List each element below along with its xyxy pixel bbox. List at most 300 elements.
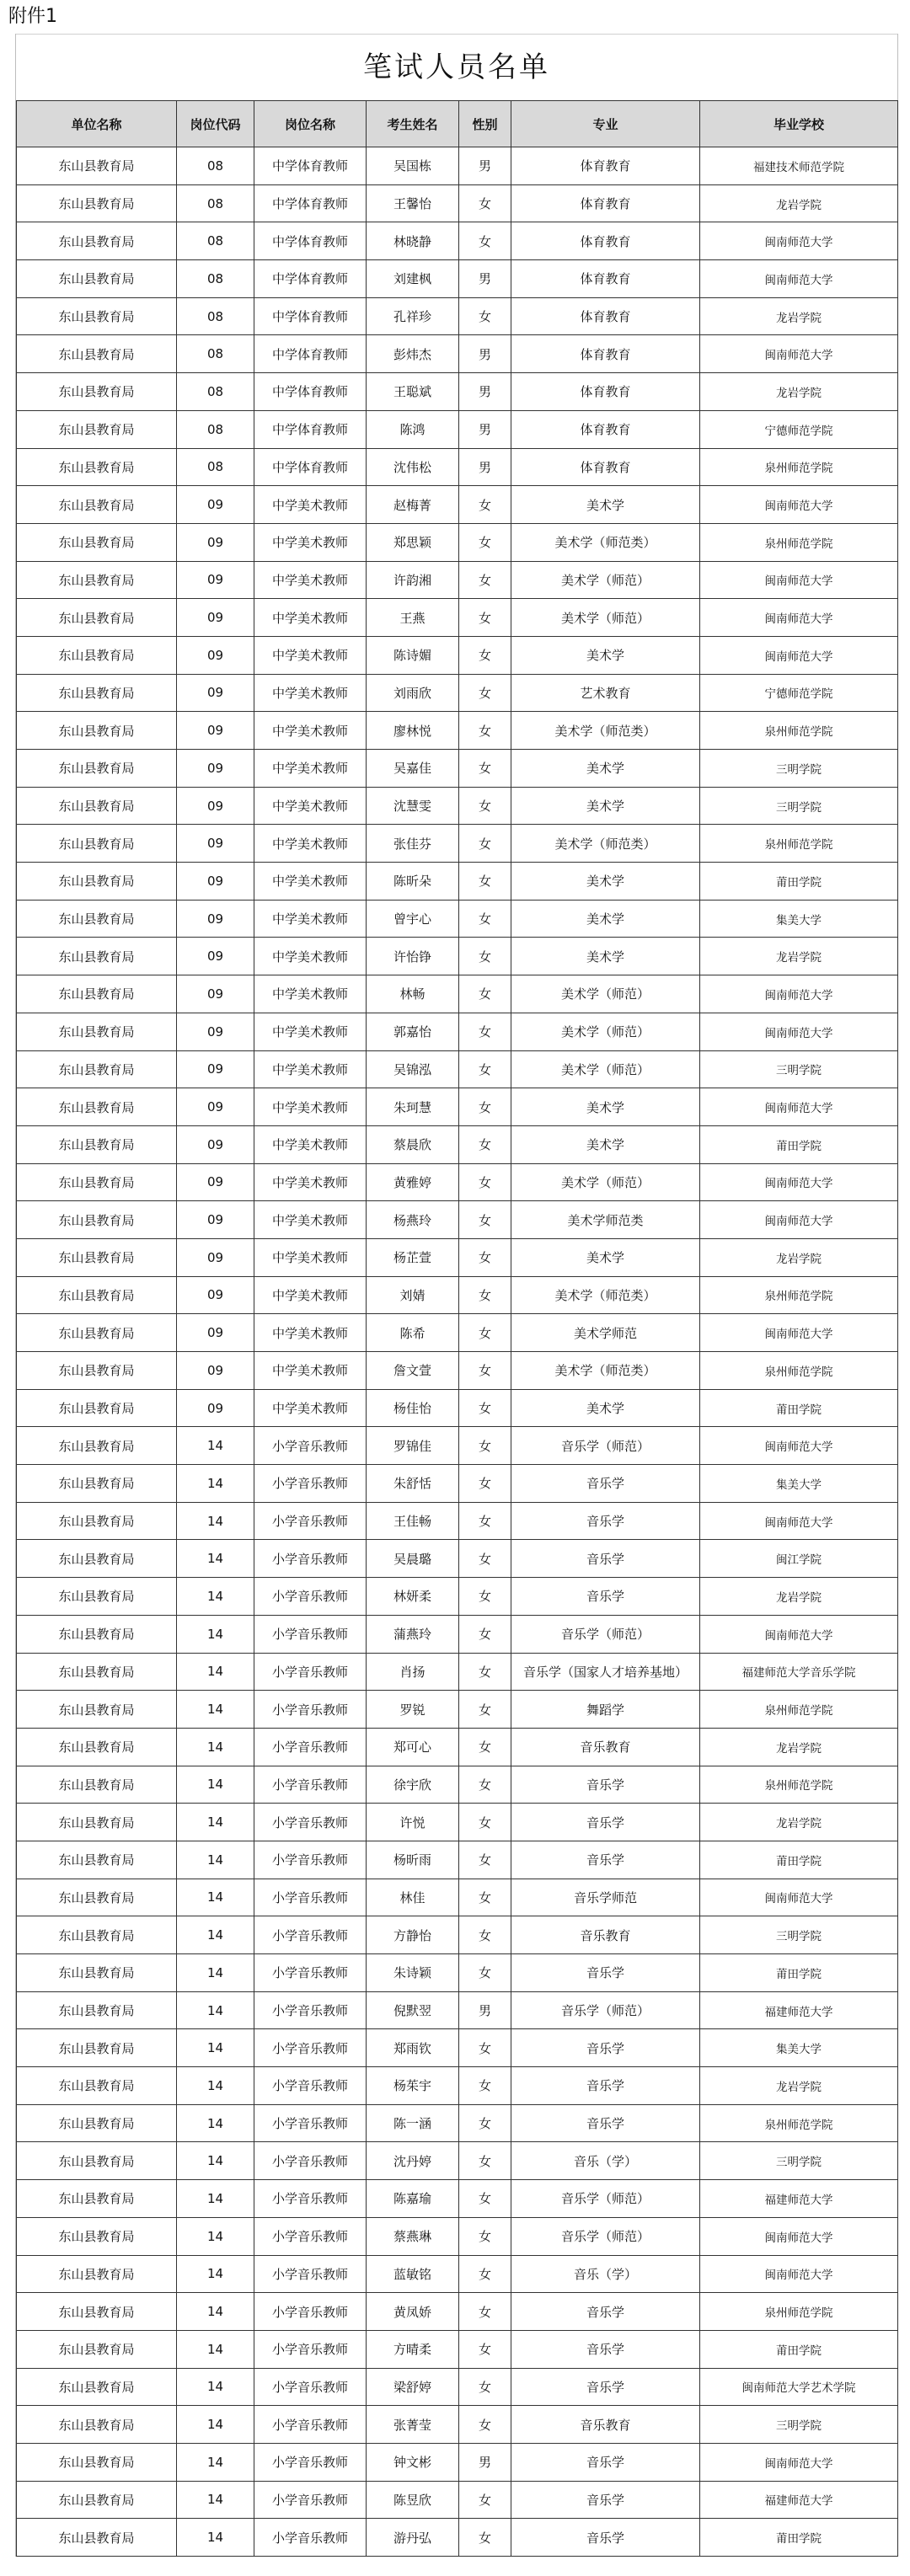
table-row xyxy=(17,1050,898,1088)
cell-major: 美术学（师范类） xyxy=(511,825,700,863)
cell-school: 闽南师范大学 xyxy=(700,260,898,298)
cell-post-code: 14 xyxy=(177,2443,254,2481)
cell-candidate-name: 沈慧雯 xyxy=(367,787,459,825)
cell-post-name: 中学体育教师 xyxy=(254,184,367,222)
cell-candidate-name: 杨燕玲 xyxy=(367,1201,459,1239)
cell-candidate-name: 詹文萱 xyxy=(367,1352,459,1390)
cell-post-code: 14 xyxy=(177,1502,254,1540)
cell-post-name: 中学体育教师 xyxy=(254,297,367,335)
cell-school: 莆田学院 xyxy=(700,1841,898,1879)
cell-major: 美术学 xyxy=(511,900,700,938)
cell-school: 龙岩学院 xyxy=(700,373,898,411)
cell-major: 美术学 xyxy=(511,636,700,674)
cell-post-name: 中学体育教师 xyxy=(254,410,367,448)
column-header-post-code: 岗位代码 xyxy=(177,101,254,147)
cell-school: 莆田学院 xyxy=(700,2519,898,2557)
cell-gender: 女 xyxy=(459,1879,511,1916)
cell-major: 音乐学 xyxy=(511,1804,700,1841)
cell-gender: 女 xyxy=(459,1352,511,1390)
cell-post-name: 小学音乐教师 xyxy=(254,2142,367,2180)
cell-post-name: 中学美术教师 xyxy=(254,1050,367,1088)
cell-post-code: 09 xyxy=(177,900,254,938)
cell-unit: 东山县教育局 xyxy=(17,2519,177,2557)
cell-gender: 女 xyxy=(459,2255,511,2293)
cell-candidate-name: 肖扬 xyxy=(367,1653,459,1691)
cell-major: 音乐学 xyxy=(511,2481,700,2519)
cell-post-name: 中学体育教师 xyxy=(254,260,367,298)
table-row xyxy=(17,938,898,975)
table-row xyxy=(17,1465,898,1503)
cell-gender: 女 xyxy=(459,2067,511,2105)
cell-candidate-name: 林畅 xyxy=(367,975,459,1013)
cell-unit: 东山县教育局 xyxy=(17,787,177,825)
cell-major: 美术学（师范） xyxy=(511,1163,700,1201)
table-row xyxy=(17,636,898,674)
cell-post-name: 小学音乐教师 xyxy=(254,2443,367,2481)
cell-candidate-name: 沈丹婷 xyxy=(367,2142,459,2180)
cell-unit: 东山县教育局 xyxy=(17,2142,177,2180)
cell-post-name: 中学美术教师 xyxy=(254,1088,367,1126)
cell-post-code: 14 xyxy=(177,2029,254,2067)
cell-unit: 东山县教育局 xyxy=(17,2217,177,2255)
cell-post-code: 08 xyxy=(177,373,254,411)
cell-candidate-name: 吴嘉佳 xyxy=(367,750,459,788)
cell-school: 龙岩学院 xyxy=(700,1728,898,1766)
cell-unit: 东山县教育局 xyxy=(17,410,177,448)
cell-candidate-name: 王聪斌 xyxy=(367,373,459,411)
cell-post-code: 14 xyxy=(177,1954,254,1992)
cell-school: 三明学院 xyxy=(700,2406,898,2444)
cell-candidate-name: 张佳芬 xyxy=(367,825,459,863)
cell-post-code: 09 xyxy=(177,523,254,561)
cell-gender: 女 xyxy=(459,825,511,863)
cell-post-name: 中学体育教师 xyxy=(254,147,367,185)
cell-unit: 东山县教育局 xyxy=(17,222,177,260)
cell-school: 龙岩学院 xyxy=(700,184,898,222)
cell-gender: 女 xyxy=(459,1653,511,1691)
table-row xyxy=(17,2255,898,2293)
table-row xyxy=(17,1916,898,1954)
table-row xyxy=(17,674,898,712)
cell-candidate-name: 刘雨欣 xyxy=(367,674,459,712)
cell-school: 莆田学院 xyxy=(700,1389,898,1427)
table-row xyxy=(17,373,898,411)
cell-unit: 东山县教育局 xyxy=(17,2330,177,2368)
cell-candidate-name: 林妍柔 xyxy=(367,1578,459,1616)
cell-unit: 东山县教育局 xyxy=(17,561,177,599)
cell-unit: 东山县教育局 xyxy=(17,1502,177,1540)
cell-major: 体育教育 xyxy=(511,222,700,260)
table-row xyxy=(17,900,898,938)
cell-candidate-name: 蒲燕玲 xyxy=(367,1615,459,1653)
cell-candidate-name: 郑雨钦 xyxy=(367,2029,459,2067)
cell-candidate-name: 郭嘉怡 xyxy=(367,1013,459,1050)
cell-unit: 东山县教育局 xyxy=(17,1691,177,1729)
cell-major: 体育教育 xyxy=(511,297,700,335)
table-row xyxy=(17,1013,898,1050)
cell-major: 音乐学（师范） xyxy=(511,2180,700,2218)
table-row xyxy=(17,1578,898,1616)
cell-unit: 东山县教育局 xyxy=(17,1465,177,1503)
cell-gender: 女 xyxy=(459,599,511,637)
cell-school: 宁德师范学院 xyxy=(700,674,898,712)
cell-post-name: 中学美术教师 xyxy=(254,1238,367,1276)
cell-candidate-name: 黄凤娇 xyxy=(367,2293,459,2331)
cell-major: 音乐教育 xyxy=(511,1728,700,1766)
cell-post-code: 09 xyxy=(177,938,254,975)
cell-candidate-name: 倪默翌 xyxy=(367,1991,459,2029)
cell-post-code: 14 xyxy=(177,1804,254,1841)
cell-candidate-name: 蓝敏铭 xyxy=(367,2255,459,2293)
table-row xyxy=(17,1691,898,1729)
cell-post-name: 小学音乐教师 xyxy=(254,2481,367,2519)
cell-candidate-name: 杨芷萱 xyxy=(367,1238,459,1276)
cell-post-name: 小学音乐教师 xyxy=(254,2217,367,2255)
table-row xyxy=(17,523,898,561)
cell-post-code: 09 xyxy=(177,825,254,863)
cell-post-name: 小学音乐教师 xyxy=(254,1954,367,1992)
cell-candidate-name: 罗锐 xyxy=(367,1691,459,1729)
table-row xyxy=(17,1540,898,1578)
cell-post-name: 小学音乐教师 xyxy=(254,1841,367,1879)
cell-school: 闽南师范大学 xyxy=(700,1088,898,1126)
cell-school: 泉州师范学院 xyxy=(700,448,898,486)
cell-post-name: 中学美术教师 xyxy=(254,900,367,938)
cell-candidate-name: 杨佳怡 xyxy=(367,1389,459,1427)
cell-major: 美术学（师范类） xyxy=(511,712,700,750)
cell-post-name: 小学音乐教师 xyxy=(254,1991,367,2029)
cell-school: 闽南师范大学 xyxy=(700,1013,898,1050)
cell-gender: 女 xyxy=(459,1540,511,1578)
cell-unit: 东山县教育局 xyxy=(17,260,177,298)
cell-post-code: 09 xyxy=(177,712,254,750)
cell-school: 闽南师范大学 xyxy=(700,2255,898,2293)
cell-post-code: 14 xyxy=(177,2406,254,2444)
cell-post-code: 09 xyxy=(177,1352,254,1390)
cell-unit: 东山县教育局 xyxy=(17,674,177,712)
cell-unit: 东山县教育局 xyxy=(17,2368,177,2406)
cell-post-code: 14 xyxy=(177,2481,254,2519)
cell-major: 音乐学师范 xyxy=(511,1879,700,1916)
cell-major: 美术学 xyxy=(511,787,700,825)
cell-major: 音乐教育 xyxy=(511,1916,700,1954)
cell-unit: 东山县教育局 xyxy=(17,184,177,222)
cell-candidate-name: 许韵湘 xyxy=(367,561,459,599)
cell-post-code: 09 xyxy=(177,1314,254,1352)
cell-major: 音乐学（师范） xyxy=(511,1615,700,1653)
cell-gender: 女 xyxy=(459,1804,511,1841)
cell-post-code: 14 xyxy=(177,1578,254,1616)
cell-post-name: 小学音乐教师 xyxy=(254,1691,367,1729)
cell-post-name: 中学美术教师 xyxy=(254,1201,367,1239)
cell-unit: 东山县教育局 xyxy=(17,1841,177,1879)
cell-candidate-name: 罗锦佳 xyxy=(367,1427,459,1465)
cell-post-code: 14 xyxy=(177,2217,254,2255)
cell-post-code: 14 xyxy=(177,2293,254,2331)
cell-major: 音乐学 xyxy=(511,1841,700,1879)
cell-post-name: 中学美术教师 xyxy=(254,863,367,901)
cell-candidate-name: 曾宇心 xyxy=(367,900,459,938)
cell-major: 音乐学 xyxy=(511,1502,700,1540)
cell-gender: 男 xyxy=(459,2443,511,2481)
table-row xyxy=(17,1427,898,1465)
cell-post-code: 09 xyxy=(177,863,254,901)
cell-major: 美术学 xyxy=(511,863,700,901)
cell-post-name: 小学音乐教师 xyxy=(254,2406,367,2444)
cell-gender: 女 xyxy=(459,523,511,561)
cell-gender: 男 xyxy=(459,1991,511,2029)
cell-gender: 女 xyxy=(459,1276,511,1314)
cell-school: 莆田学院 xyxy=(700,1125,898,1163)
cell-post-name: 中学美术教师 xyxy=(254,825,367,863)
table-row xyxy=(17,2368,898,2406)
cell-post-code: 09 xyxy=(177,1201,254,1239)
cell-school: 闽南师范大学 xyxy=(700,1427,898,1465)
cell-gender: 男 xyxy=(459,373,511,411)
table-row xyxy=(17,1238,898,1276)
cell-unit: 东山县教育局 xyxy=(17,1728,177,1766)
table-row xyxy=(17,1163,898,1201)
cell-unit: 东山县教育局 xyxy=(17,2481,177,2519)
cell-school: 闽南师范大学 xyxy=(700,2217,898,2255)
cell-gender: 女 xyxy=(459,1201,511,1239)
cell-post-code: 09 xyxy=(177,674,254,712)
cell-unit: 东山县教育局 xyxy=(17,1804,177,1841)
cell-post-name: 小学音乐教师 xyxy=(254,2180,367,2218)
cell-post-name: 中学美术教师 xyxy=(254,1352,367,1390)
cell-unit: 东山县教育局 xyxy=(17,1427,177,1465)
cell-unit: 东山县教育局 xyxy=(17,2293,177,2331)
cell-major: 音乐学 xyxy=(511,2519,700,2557)
cell-major: 音乐学（师范） xyxy=(511,2217,700,2255)
cell-gender: 女 xyxy=(459,1163,511,1201)
cell-unit: 东山县教育局 xyxy=(17,335,177,373)
cell-school: 闽南师范大学 xyxy=(700,2443,898,2481)
cell-candidate-name: 王佳畅 xyxy=(367,1502,459,1540)
cell-major: 美术学（师范类） xyxy=(511,523,700,561)
cell-school: 龙岩学院 xyxy=(700,2067,898,2105)
cell-post-name: 中学美术教师 xyxy=(254,523,367,561)
table-row xyxy=(17,147,898,185)
cell-candidate-name: 郑可心 xyxy=(367,1728,459,1766)
cell-school: 泉州师范学院 xyxy=(700,1276,898,1314)
cell-post-name: 小学音乐教师 xyxy=(254,2104,367,2142)
cell-major: 体育教育 xyxy=(511,373,700,411)
cell-post-code: 14 xyxy=(177,2255,254,2293)
cell-school: 莆田学院 xyxy=(700,1954,898,1992)
cell-major: 体育教育 xyxy=(511,260,700,298)
cell-unit: 东山县教育局 xyxy=(17,900,177,938)
cell-post-name: 小学音乐教师 xyxy=(254,2067,367,2105)
cell-candidate-name: 朱舒恬 xyxy=(367,1465,459,1503)
cell-gender: 女 xyxy=(459,2180,511,2218)
cell-unit: 东山县教育局 xyxy=(17,2406,177,2444)
table-row xyxy=(17,1088,898,1126)
cell-unit: 东山县教育局 xyxy=(17,486,177,524)
cell-gender: 女 xyxy=(459,636,511,674)
cell-major: 美术学（师范） xyxy=(511,1050,700,1088)
table-row xyxy=(17,260,898,298)
cell-post-code: 09 xyxy=(177,1013,254,1050)
cell-school: 龙岩学院 xyxy=(700,938,898,975)
cell-unit: 东山县教育局 xyxy=(17,1653,177,1691)
cell-school: 宁德师范学院 xyxy=(700,410,898,448)
cell-unit: 东山县教育局 xyxy=(17,1088,177,1126)
cell-post-code: 14 xyxy=(177,1540,254,1578)
table-row xyxy=(17,561,898,599)
cell-candidate-name: 蔡晨欣 xyxy=(367,1125,459,1163)
cell-unit: 东山县教育局 xyxy=(17,1163,177,1201)
cell-candidate-name: 梁舒婷 xyxy=(367,2368,459,2406)
cell-post-name: 中学体育教师 xyxy=(254,373,367,411)
cell-post-name: 中学美术教师 xyxy=(254,1389,367,1427)
cell-post-name: 中学美术教师 xyxy=(254,787,367,825)
cell-unit: 东山县教育局 xyxy=(17,1050,177,1088)
cell-post-name: 中学美术教师 xyxy=(254,599,367,637)
cell-gender: 男 xyxy=(459,260,511,298)
cell-school: 闽南师范大学 xyxy=(700,1879,898,1916)
cell-school: 闽南师范大学 xyxy=(700,561,898,599)
cell-post-code: 14 xyxy=(177,1691,254,1729)
cell-candidate-name: 方静怡 xyxy=(367,1916,459,1954)
cell-candidate-name: 吴晨璐 xyxy=(367,1540,459,1578)
cell-post-name: 小学音乐教师 xyxy=(254,1578,367,1616)
cell-school: 泉州师范学院 xyxy=(700,712,898,750)
cell-school: 莆田学院 xyxy=(700,863,898,901)
cell-post-name: 中学美术教师 xyxy=(254,1125,367,1163)
cell-candidate-name: 杨昕雨 xyxy=(367,1841,459,1879)
table-row xyxy=(17,1841,898,1879)
cell-candidate-name: 钟文彬 xyxy=(367,2443,459,2481)
cell-candidate-name: 王燕 xyxy=(367,599,459,637)
cell-unit: 东山县教育局 xyxy=(17,523,177,561)
cell-major: 音乐学 xyxy=(511,2029,700,2067)
cell-post-name: 小学音乐教师 xyxy=(254,2293,367,2331)
cell-unit: 东山县教育局 xyxy=(17,2255,177,2293)
cell-post-code: 08 xyxy=(177,147,254,185)
cell-unit: 东山县教育局 xyxy=(17,1201,177,1239)
cell-school: 闽南师范大学 xyxy=(700,1314,898,1352)
cell-candidate-name: 朱诗颖 xyxy=(367,1954,459,1992)
cell-candidate-name: 陈一涵 xyxy=(367,2104,459,2142)
cell-major: 美术学 xyxy=(511,1389,700,1427)
cell-unit: 东山县教育局 xyxy=(17,1916,177,1954)
cell-candidate-name: 陈鸿 xyxy=(367,410,459,448)
cell-unit: 东山县教育局 xyxy=(17,2029,177,2067)
table-row xyxy=(17,410,898,448)
cell-post-code: 08 xyxy=(177,297,254,335)
cell-unit: 东山县教育局 xyxy=(17,147,177,185)
cell-post-code: 14 xyxy=(177,1728,254,1766)
cell-unit: 东山县教育局 xyxy=(17,938,177,975)
table-row xyxy=(17,975,898,1013)
table-row xyxy=(17,1352,898,1390)
cell-major: 音乐学 xyxy=(511,2368,700,2406)
cell-major: 美术学（师范） xyxy=(511,1013,700,1050)
cell-school: 闽南师范大学 xyxy=(700,1201,898,1239)
table-row xyxy=(17,1502,898,1540)
table-header-row xyxy=(17,101,898,147)
cell-unit: 东山县教育局 xyxy=(17,2067,177,2105)
cell-school: 福建师范大学 xyxy=(700,1991,898,2029)
table-row xyxy=(17,2443,898,2481)
cell-school: 闽南师范大学 xyxy=(700,599,898,637)
table-row xyxy=(17,2293,898,2331)
table-body xyxy=(17,147,898,2557)
cell-post-name: 小学音乐教师 xyxy=(254,1615,367,1653)
cell-candidate-name: 孔祥珍 xyxy=(367,297,459,335)
cell-candidate-name: 彭炜杰 xyxy=(367,335,459,373)
cell-post-code: 09 xyxy=(177,1276,254,1314)
cell-unit: 东山县教育局 xyxy=(17,1540,177,1578)
cell-post-code: 14 xyxy=(177,2330,254,2368)
candidate-table xyxy=(16,100,898,2557)
cell-major: 音乐学（师范） xyxy=(511,1991,700,2029)
cell-gender: 女 xyxy=(459,1389,511,1427)
table-row xyxy=(17,1991,898,2029)
cell-gender: 女 xyxy=(459,975,511,1013)
cell-post-code: 14 xyxy=(177,2519,254,2557)
cell-candidate-name: 游丹弘 xyxy=(367,2519,459,2557)
cell-post-code: 09 xyxy=(177,1125,254,1163)
cell-gender: 女 xyxy=(459,2104,511,2142)
cell-major: 音乐学 xyxy=(511,1578,700,1616)
table-row xyxy=(17,184,898,222)
cell-unit: 东山县教育局 xyxy=(17,1238,177,1276)
cell-major: 音乐（学） xyxy=(511,2142,700,2180)
cell-school: 集美大学 xyxy=(700,900,898,938)
cell-unit: 东山县教育局 xyxy=(17,636,177,674)
cell-gender: 女 xyxy=(459,1615,511,1653)
cell-major: 美术学师范类 xyxy=(511,1201,700,1239)
cell-school: 泉州师范学院 xyxy=(700,1352,898,1390)
cell-post-name: 小学音乐教师 xyxy=(254,2029,367,2067)
cell-major: 美术学 xyxy=(511,750,700,788)
cell-candidate-name: 刘建枫 xyxy=(367,260,459,298)
cell-unit: 东山县教育局 xyxy=(17,1314,177,1352)
cell-post-name: 小学音乐教师 xyxy=(254,1916,367,1954)
cell-post-code: 08 xyxy=(177,260,254,298)
cell-gender: 女 xyxy=(459,486,511,524)
cell-major: 舞蹈学 xyxy=(511,1691,700,1729)
cell-post-name: 中学美术教师 xyxy=(254,486,367,524)
cell-school: 三明学院 xyxy=(700,1050,898,1088)
cell-post-name: 小学音乐教师 xyxy=(254,1766,367,1804)
cell-school: 闽南师范大学 xyxy=(700,1615,898,1653)
cell-school: 龙岩学院 xyxy=(700,1238,898,1276)
cell-gender: 男 xyxy=(459,335,511,373)
cell-school: 福建师范大学音乐学院 xyxy=(700,1653,898,1691)
table-row xyxy=(17,1389,898,1427)
cell-post-code: 08 xyxy=(177,410,254,448)
cell-unit: 东山县教育局 xyxy=(17,1578,177,1616)
table-row xyxy=(17,2217,898,2255)
cell-candidate-name: 林晓静 xyxy=(367,222,459,260)
cell-gender: 女 xyxy=(459,1916,511,1954)
cell-gender: 女 xyxy=(459,561,511,599)
cell-gender: 女 xyxy=(459,297,511,335)
cell-post-code: 14 xyxy=(177,1766,254,1804)
cell-candidate-name: 陈昕朵 xyxy=(367,863,459,901)
cell-major: 音乐学 xyxy=(511,1540,700,1578)
cell-post-name: 小学音乐教师 xyxy=(254,1879,367,1916)
cell-post-code: 09 xyxy=(177,1389,254,1427)
cell-gender: 男 xyxy=(459,410,511,448)
cell-gender: 女 xyxy=(459,1465,511,1503)
cell-candidate-name: 林佳 xyxy=(367,1879,459,1916)
cell-post-code: 14 xyxy=(177,1841,254,1879)
cell-major: 美术学（师范） xyxy=(511,975,700,1013)
